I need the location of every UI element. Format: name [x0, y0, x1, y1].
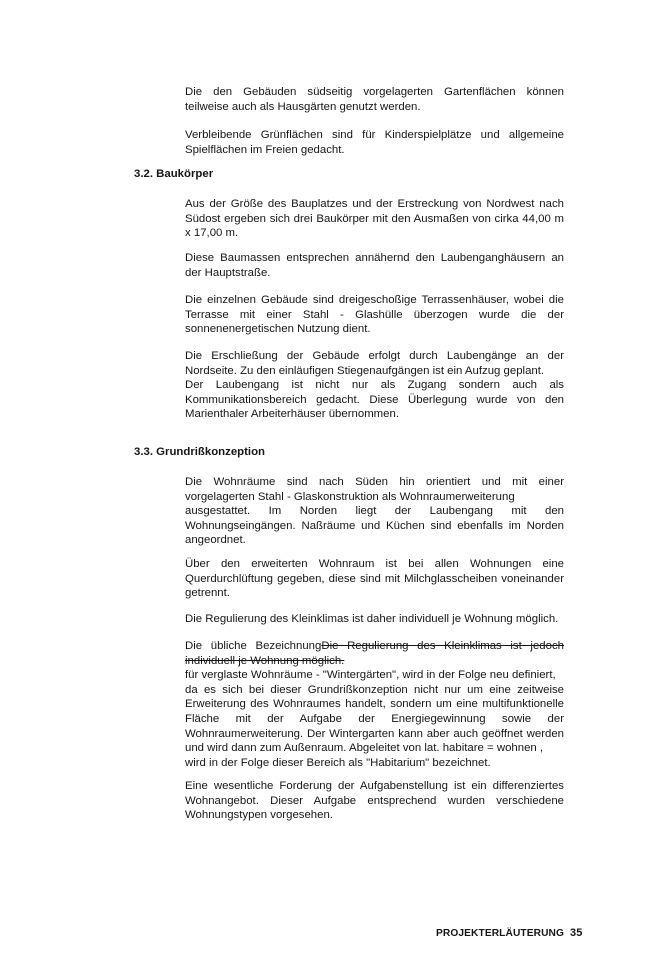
text-line: für verglaste Wohnräume - "Wintergärten", wird in der Folge neu definiert, [185, 669, 556, 682]
text-line: Die einzelnen Gebäude sind dreigeschoßige Terrassenhäuser, wobei die [185, 294, 564, 306]
struck-text: individuell je Wohnung möglich. [185, 654, 345, 667]
paragraph-baumassen [185, 251, 564, 280]
paragraph-gartenflaechen [185, 85, 564, 114]
text-line: ausgestattet. Im Norden liegt der Laubengang mit den [185, 505, 564, 518]
text-line: Die Wohnräume sind nach Süden hin orientiert und mit einer [185, 476, 564, 488]
paragraph-kleinklima [185, 612, 564, 627]
text-line: Die Erschließung der Gebäude erfolgt durch Laubengänge an der [185, 350, 564, 362]
text-line: Wohnungstypen vorgesehen. [185, 809, 333, 822]
page-footer [436, 927, 582, 939]
text-line: Fläche mit der Aufgabe der Energiegewinnung sowie der [185, 712, 564, 725]
text-line: vorgelagerten Stahl - Glaskonstruktion als Wohnraumerweiterung [185, 490, 515, 503]
text-line: Wohnraumerweiterung. Der Wintergarten kann aber auch geöffnet werden [185, 727, 564, 740]
section-heading-grundrisskonzeption: 3.3. Grundrißkonzeption [134, 446, 265, 458]
text-line: Südost ergeben sich drei Baukörper mit den Ausmaßen von cirka 44,00 m [185, 212, 564, 225]
text-line: Verbleibende Grünflächen sind für Kinderspielplätze und allgemeine [185, 129, 564, 141]
footer-label: PROJEKTERLÄUTERUNG [436, 928, 565, 939]
text-line: Marienthaler Arbeiterhäuser übernommen. [185, 408, 400, 421]
text-line: da es sich bei dieser Grundrißkonzeption nicht nur um eine zeitweise [185, 683, 564, 696]
text-line: Kommunikationsbereich gedacht. Diese Überlegung wurde von den [185, 393, 564, 406]
text-line: Wohnungseingängen. Naßräume und Küchen sind ebenfalls im Norden [185, 519, 564, 532]
text-line: getrennt. [185, 587, 230, 600]
text-line: Terrasse mit einer Stahl - Glashülle überzogen wurde die der [185, 308, 564, 321]
paragraph-erschliessung [185, 349, 564, 422]
text-line [185, 639, 564, 654]
paragraph-querdurchlueftung [185, 557, 564, 601]
text-line: wird in der Folge dieser Bereich als "Habitarium" bezeichnet. [185, 756, 491, 769]
section-heading-baukoerper: 3.2. Baukörper [134, 168, 214, 180]
text-line: x 17,00 m. [185, 227, 239, 240]
struck-text: Die Regulierung des Kleinklimas ist jedoch [321, 640, 564, 652]
paragraph-gruenflaechen [185, 128, 564, 157]
text-line: Erweiterung des Wohnraumes handelt, sondern um eine multifunktionelle [185, 698, 564, 711]
text-line: Die Regulierung des Kleinklimas ist daher individuell je Wohnung möglich. [185, 613, 559, 625]
text-line: Aus der Größe des Bauplatzes und der Erstreckung von Nordwest nach [185, 198, 564, 210]
lead-text: Die übliche Bezeichnung [185, 640, 322, 652]
text-line: Die den Gebäuden südseitig vorgelagerten Gartenflächen können [185, 86, 564, 98]
text-line: Über den erweiterten Wohnraum ist bei allen Wohnungen eine [185, 558, 564, 570]
text-line: Diese Baumassen entsprechen annähernd den Laubenganghäusern an [185, 252, 564, 264]
text-line: der Hauptstraße. [185, 266, 271, 279]
paragraph-bauplatz [185, 197, 564, 241]
paragraph-bezeichnung [185, 639, 564, 770]
text-line: Spielflächen im Freien gedacht. [185, 143, 345, 156]
text-line: teilweise auch als Hausgärten genutzt werden. [185, 100, 421, 113]
text-line: und wird dann zum Außenraum. Abgeleitet von lat. habitare = wohnen , [185, 742, 544, 755]
text-line: Eine wesentliche Forderung der Aufgabenstellung ist ein differenziertes [185, 780, 564, 792]
text-line: Nordseite. Zu den einläufigen Stiegenaufgängen ist ein Aufzug geplant. [185, 364, 545, 377]
page-number: 35 [570, 927, 583, 939]
text-line: Wohnangebot. Dieser Aufgabe entsprechend wurden verschiedene [185, 794, 564, 807]
paragraph-wohnangebot [185, 779, 564, 823]
text-line: Der Laubengang ist nicht nur als Zugang sondern auch als [185, 379, 564, 392]
paragraph-terrassenhaeuser [185, 293, 564, 337]
text-line: Querdurchlüftung gegeben, diese sind mit Milchglasscheiben voneinander [185, 572, 564, 585]
text-line: angeordnet. [185, 534, 246, 547]
text-line: sonnenenergetischen Nutzung dient. [185, 323, 371, 336]
paragraph-wohnraeume [185, 475, 564, 548]
